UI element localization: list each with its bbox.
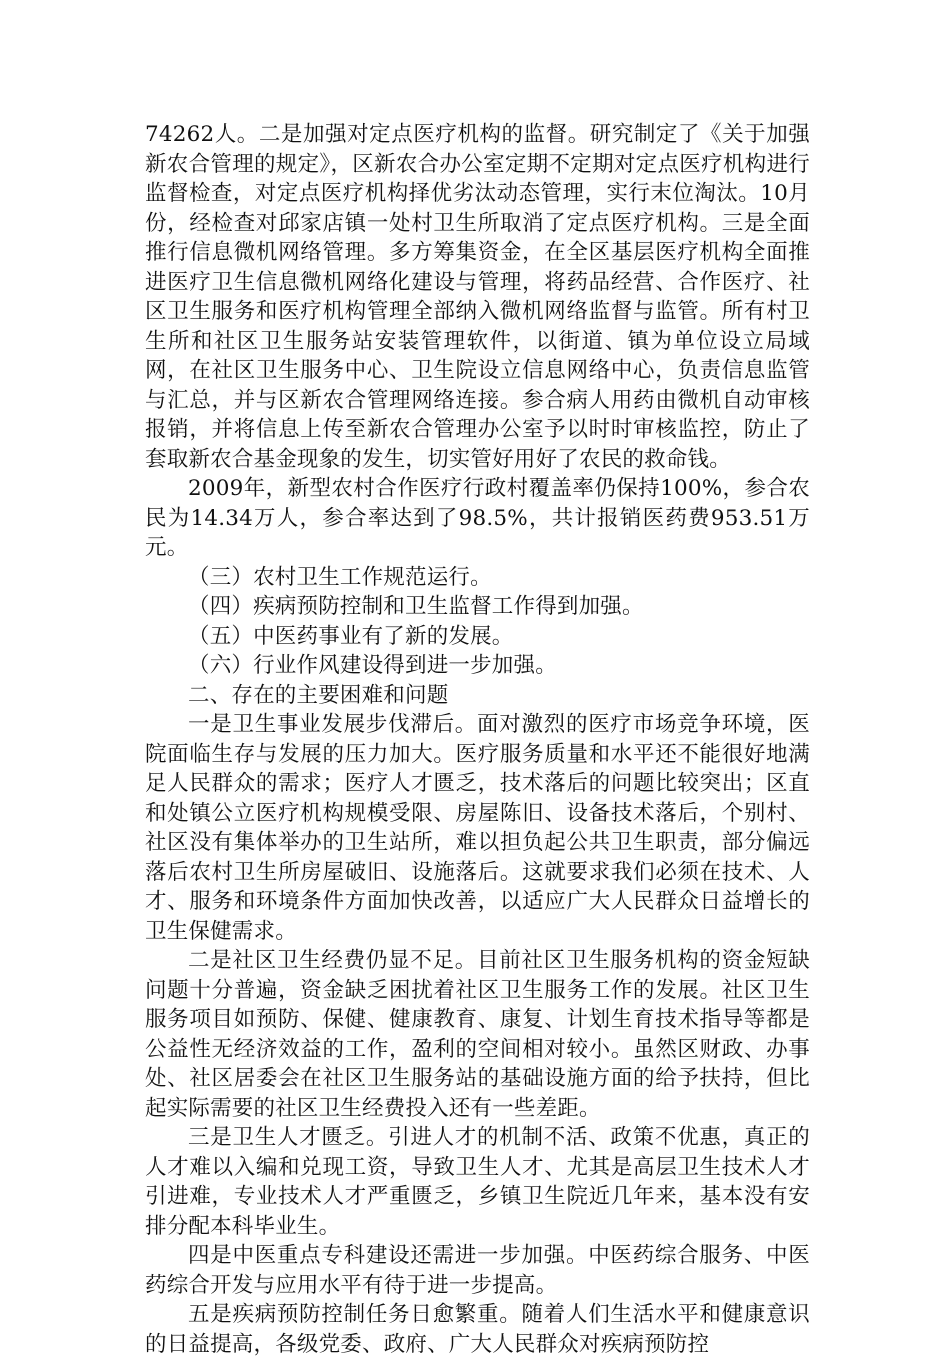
- subheading-rural-health: （三）农村卫生工作规范运行。: [188, 564, 492, 590]
- paragraph-problem-2: 二是社区卫生经费仍显不足。目前社区卫生服务机构的资金短缺问题十分普遍，资金缺乏困扰着社区卫生服务工作的发展。社区卫生服务项目如预防、保健、健康教育、康复、计划生育技术指导等都是公益性无经济效益的工作，盈利的空间相对较小。虽然区财政、办事处、社区居委会在社区卫生服务站的基础设施方面的给予扶持，但比起实际需要的社区卫生经费投入还有一些差距。: [145, 948, 810, 1121]
- paragraph-continuation: 74262人。二是加强对定点医疗机构的监督。研究制定了《关于加强新农合管理的规定》，区新农合办公室定期不定期对定点医疗机构进行监督检查，对定点医疗机构择优劣汰动态管理，实行末位淘汰。10月份，经检查对邱家店镇一处村卫生所取消了定点医疗机构。三是全面推行信息微机网络管理。多方筹集资金，在全区基层医疗机构全面推进医疗卫生信息微机网络化建设与管理，将药品经营、合作医疗、社区卫生服务和医疗机构管理全部纳入微机网络监督与监管。所有村卫生所和社区卫生服务站安装管理软件，以街道、镇为单位设立局域网，在社区卫生服务中心、卫生院设立信息网络中心，负责信息监管与汇总，并与区新农合管理网络连接。参合病人用药由微机自动审核报销，并将信息上传至新农合管理办公室予以时时审核监控，防止了套取新农合基金现象的发生，切实管好用好了农民的救命钱。: [145, 122, 810, 472]
- subheading-tcm: （五）中医药事业有了新的发展。: [188, 623, 514, 649]
- paragraph-problem-5: 五是疾病预防控制任务日愈繁重。随着人们生活水平和健康意识的日益提高，各级党委、政府、广大人民群众对疾病预防控: [145, 1302, 810, 1357]
- subheading-disease-prevention: （四）疾病预防控制和卫生监督工作得到加强。: [188, 594, 644, 619]
- subheading-conduct: （六）行业作风建设得到进一步加强。: [188, 653, 557, 678]
- paragraph-problem-3: 三是卫生人才匮乏。引进人才的机制不活、政策不优惠，真正的人才难以入编和兑现工资，导致卫生人才、尤其是高层卫生技术人才引进难，专业技术人才严重匮乏，乡镇卫生院近几年来，基本没有安排分配本科毕业生。: [145, 1125, 810, 1239]
- section-heading-problems: 二、存在的主要困难和问题: [188, 682, 449, 708]
- paragraph-problem-4: 四是中医重点专科建设还需进一步加强。中医药综合服务、中医药综合开发与应用水平有待于进一步提高。: [145, 1243, 810, 1298]
- paragraph-problem-1: 一是卫生事业发展步伐滞后。面对激烈的医疗市场竞争环境，医院面临生存与发展的压力加大。医疗服务质量和水平还不能很好地满足人民群众的需求；医疗人才匮乏，技术落后的问题比较突出；区直和处镇公立医疗机构规模受限、房屋陈旧、设备技术落后，个别村、社区没有集体举办的卫生站所，难以担负起公共卫生职责，部分偏远落后农村卫生所房屋破旧、设施落后。这就要求我们必须在技术、人才、服务和环境条件方面加快改善，以适应广大人民群众日益增长的卫生保健需求。: [145, 712, 810, 944]
- paragraph-2009-statistics: 2009年，新型农村合作医疗行政村覆盖率仍保持100%，参合农民为14.34万人，参合率达到了98.5%，共计报销医药费953.51万元。: [145, 476, 810, 560]
- document-body: [145, 120, 810, 1359]
